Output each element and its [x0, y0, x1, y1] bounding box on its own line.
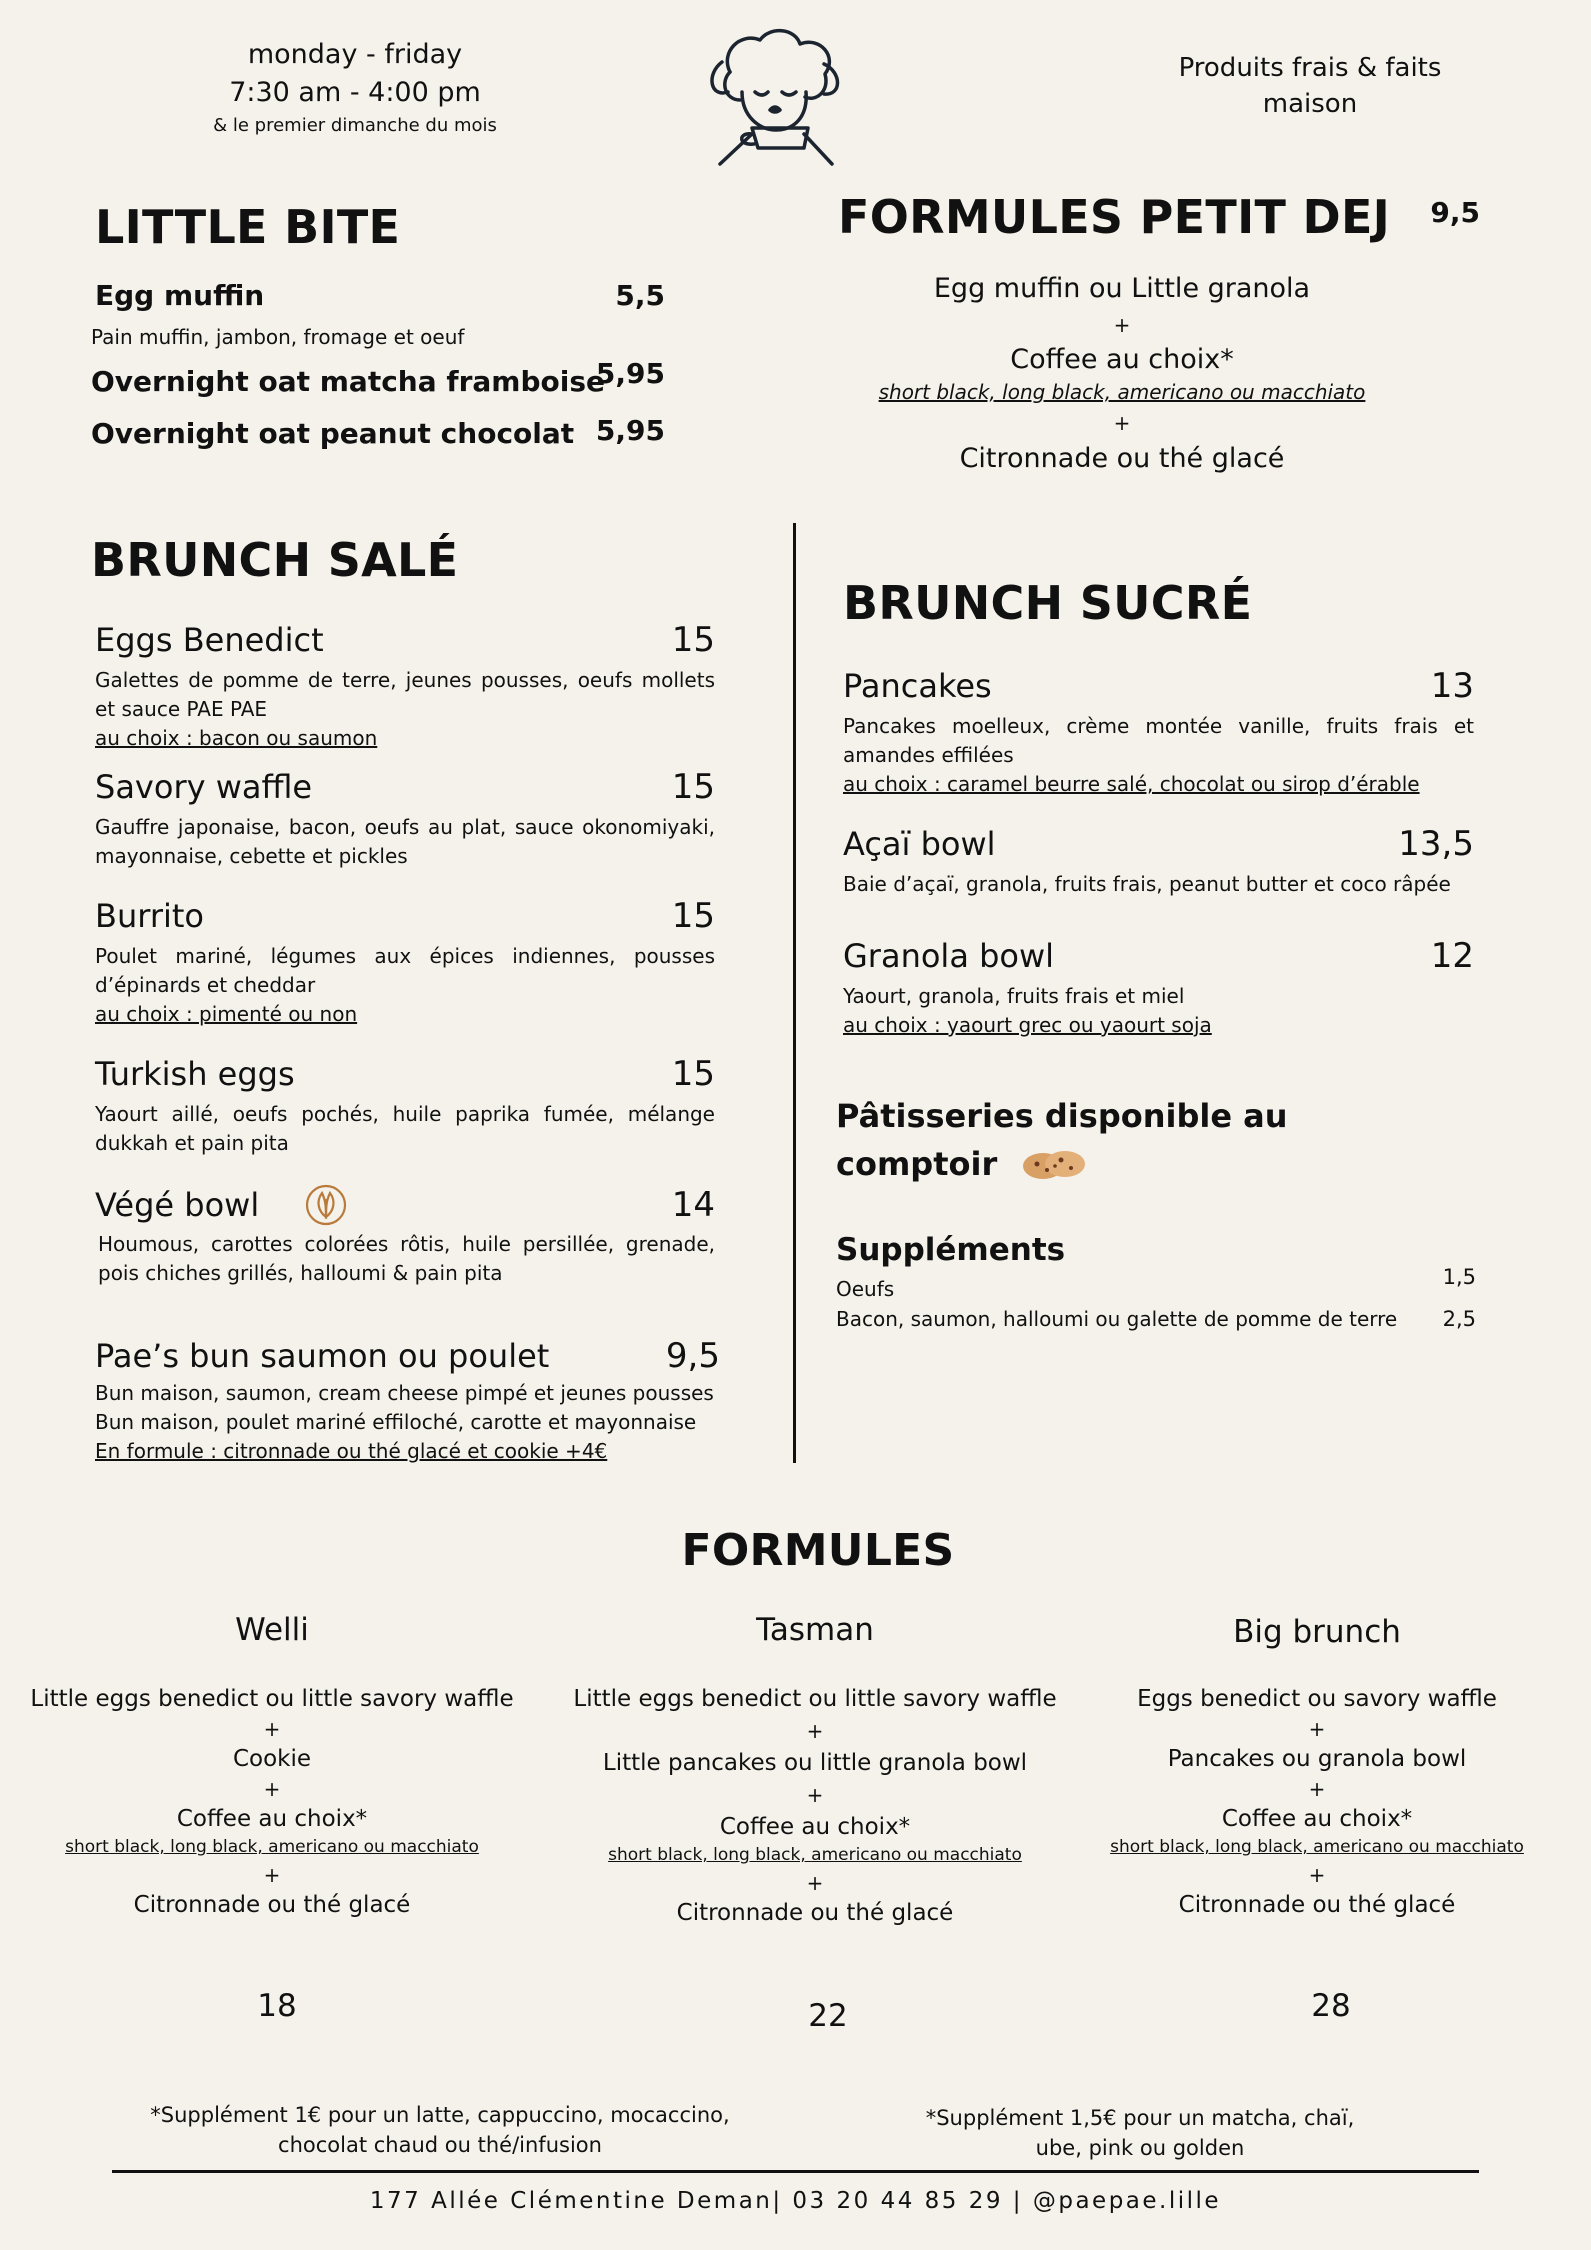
petit-dej-line2: Coffee au choix*	[1010, 344, 1234, 375]
petit-dej-line3: Citronnade ou thé glacé	[959, 443, 1285, 474]
hours: 7:30 am - 4:00 pm	[229, 77, 481, 108]
footnote-right	[860, 2103, 1420, 2163]
opening-hours	[155, 36, 555, 140]
little-bite-title: LITTLE BITE	[95, 200, 401, 254]
formule-line4: Citronnade ou thé glacé	[1178, 1892, 1456, 1918]
brunch-sucre-title: BRUNCH SUCRÉ	[843, 576, 1253, 630]
item-name: Granola bowl	[843, 937, 1055, 975]
item-price: 9,5	[665, 1336, 720, 1376]
granola-bowl-item	[843, 934, 1474, 1040]
item-desc: Poulet mariné, légumes aux épices indiennes, pousses d’épinards et cheddar	[95, 944, 715, 997]
tagline: Produits frais & faits maison	[1178, 53, 1442, 119]
formule-line4: Citronnade ou thé glacé	[133, 1892, 411, 1918]
footer-contact: 177 Allée Clémentine Deman| 03 20 44 85 29 | @paepae.lille	[369, 2188, 1222, 2214]
supplement-name: Oeufs	[836, 1277, 895, 1301]
item-desc: Pancakes moelleux, crème montée vanille, fruits frais et amandes effilées	[843, 714, 1474, 767]
item-desc: Galettes de pomme de terre, jeunes pousses, oeufs mollets et sauce PAE PAE	[95, 668, 715, 721]
vegetarian-leaf-icon	[304, 1183, 348, 1227]
item-price: 15	[671, 620, 715, 660]
formule-line1: Little eggs benedict ou little savory waffle	[573, 1686, 1057, 1712]
coffee-note: short black, long black, americano ou macchiato	[1110, 1837, 1524, 1857]
formule-big-brunch-price: 28	[1311, 1988, 1351, 2024]
pancakes-item	[843, 664, 1474, 799]
formule-line2: Little pancakes ou little granola bowl	[602, 1750, 1028, 1776]
plus-sign: +	[806, 1871, 824, 1895]
overnight-peanut-price: 5,95	[595, 414, 665, 447]
plus-sign: +	[263, 1717, 281, 1741]
formule-name: Big brunch	[1233, 1614, 1401, 1650]
petit-dej-details	[822, 270, 1422, 478]
petit-dej-title: FORMULES PETIT DEJ	[838, 190, 1391, 244]
supplement-price: 1,5	[1442, 1265, 1476, 1289]
supplements-title: Suppléments	[836, 1232, 1066, 1268]
petit-dej-line1: Egg muffin ou Little granola	[933, 273, 1311, 304]
patisseries-line2: comptoir	[836, 1145, 998, 1183]
item-choice: au choix : yaourt grec ou yaourt soja	[843, 1013, 1212, 1037]
plus-sign: +	[1308, 1717, 1326, 1741]
footnote-left-line2: chocolat chaud ou thé/infusion	[278, 2133, 602, 2157]
egg-muffin-desc: Pain muffin, jambon, fromage et oeuf	[91, 325, 465, 349]
turkish-eggs-item	[95, 1052, 715, 1158]
item-price: 13	[1430, 666, 1474, 706]
coffee-note: short black, long black, americano ou macchiato	[608, 1845, 1022, 1865]
column-divider	[793, 523, 796, 1463]
plus-sign: +	[1308, 1777, 1326, 1801]
overnight-matcha-name: Overnight oat matcha framboise	[91, 365, 605, 398]
item-name: Burrito	[95, 897, 204, 935]
formule-line3: Coffee au choix*	[1221, 1806, 1413, 1832]
supplement-price: 2,5	[1442, 1307, 1476, 1331]
coffee-note: short black, long black, americano ou macchiato	[65, 1837, 479, 1857]
eggs-benedict-item	[95, 618, 715, 753]
formule-big-brunch	[1092, 1614, 1542, 1920]
item-desc: Gauffre japonaise, bacon, oeufs au plat, sauce okonomiyaki, mayonnaise, cebette et pickles	[95, 815, 715, 868]
formule-tasman-price: 22	[808, 1998, 848, 2034]
item-price: 15	[671, 896, 715, 936]
item-name: Eggs Benedict	[95, 621, 324, 659]
egg-muffin-price: 5,5	[615, 279, 665, 312]
patisseries-line1: Pâtisseries disponible au	[836, 1097, 1288, 1135]
formule-line3: Coffee au choix*	[176, 1806, 368, 1832]
plus-sign: +	[806, 1783, 824, 1807]
item-desc-chicken: Bun maison, poulet mariné effiloché, carotte et mayonnaise	[95, 1410, 697, 1434]
patisseries-note	[836, 1092, 1288, 1188]
item-name: Pancakes	[843, 667, 992, 705]
formule-line3: Coffee au choix*	[719, 1814, 911, 1840]
plus-sign: +	[263, 1777, 281, 1801]
item-name: Pae’s bun saumon ou poulet	[95, 1337, 550, 1375]
formule-welli	[22, 1612, 522, 1920]
petit-dej-price: 9,5	[1430, 196, 1480, 229]
formule-line4: Citronnade ou thé glacé	[676, 1900, 954, 1926]
vege-bowl-item	[95, 1182, 715, 1288]
overnight-peanut-name: Overnight oat peanut chocolat	[91, 417, 575, 450]
plus-sign: +	[263, 1863, 281, 1887]
days: monday - friday	[247, 39, 463, 70]
plus-sign: +	[1113, 313, 1131, 337]
item-choice: au choix : bacon ou saumon	[95, 726, 378, 750]
formule-line1: Eggs benedict ou savory waffle	[1137, 1686, 1497, 1712]
item-price: 15	[671, 1054, 715, 1094]
overnight-matcha-price: 5,95	[595, 357, 665, 390]
item-name: Turkish eggs	[95, 1055, 295, 1093]
formule-welli-price: 18	[257, 1988, 297, 2024]
formule-line2: Cookie	[232, 1746, 312, 1772]
supplements-list	[836, 1265, 1476, 1334]
item-price: 15	[671, 767, 715, 807]
burrito-item	[95, 894, 715, 1029]
formule-name: Tasman	[756, 1612, 874, 1648]
plus-sign: +	[1308, 1863, 1326, 1887]
item-desc-salmon: Bun maison, saumon, cream cheese pimpé et jeunes pousses	[95, 1381, 714, 1405]
item-desc: Houmous, carottes colorées rôtis, huile persillée, grenade, pois chiches grillés, halloumi & pain pita	[98, 1232, 715, 1285]
item-price: 12	[1430, 936, 1474, 976]
item-name: Açaï bowl	[843, 825, 996, 863]
item-price: 14	[671, 1185, 715, 1225]
item-desc: Yaourt aillé, oeufs pochés, huile paprika fumée, mélange dukkah et pain pita	[95, 1102, 715, 1155]
sunday-note: & le premier dimanche du mois	[213, 115, 497, 136]
item-choice: au choix : caramel beurre salé, chocolat ou sirop d’érable	[843, 772, 1420, 796]
acai-bowl-item	[843, 822, 1474, 899]
footer-rule	[112, 2170, 1479, 2173]
item-choice: En formule : citronnade ou thé glacé et cookie +4€	[95, 1439, 608, 1463]
footnote-left	[100, 2100, 780, 2160]
brunch-sale-title: BRUNCH SALÉ	[91, 533, 459, 587]
sheep-logo-icon	[700, 22, 850, 174]
formule-line2: Pancakes ou granola bowl	[1167, 1746, 1467, 1772]
item-name: Savory waffle	[95, 768, 313, 806]
formule-line1: Little eggs benedict ou little savory waffle	[30, 1686, 514, 1712]
supplement-name: Bacon, saumon, halloumi ou galette de pomme de terre	[836, 1307, 1398, 1331]
item-price: 13,5	[1398, 824, 1474, 864]
item-desc: Yaourt, granola, fruits frais et miel	[843, 984, 1185, 1008]
item-desc: Baie d’açaï, granola, fruits frais, peanut butter et coco râpée	[843, 872, 1451, 896]
footnote-left-line1: *Supplément 1€ pour un latte, cappuccino, mocaccino,	[150, 2103, 730, 2127]
formules-title: FORMULES	[681, 1525, 955, 1576]
item-choice: au choix : pimenté ou non	[95, 1002, 358, 1026]
paes-bun-item	[95, 1333, 720, 1466]
plus-sign: +	[1113, 411, 1131, 435]
petit-dej-coffee-note: short black, long black, americano ou macchiato	[878, 380, 1366, 404]
item-name: Végé bowl	[95, 1186, 260, 1224]
savory-waffle-item	[95, 765, 715, 871]
formule-tasman	[565, 1612, 1065, 1928]
plus-sign: +	[806, 1719, 824, 1743]
footnote-right-line1: *Supplément 1,5€ pour un matcha, chaï,	[925, 2106, 1355, 2130]
footnote-right-line2: ube, pink ou golden	[1035, 2136, 1245, 2160]
cookie-icon	[1021, 1144, 1087, 1184]
formule-name: Welli	[235, 1612, 309, 1648]
egg-muffin-name: Egg muffin	[95, 279, 265, 312]
